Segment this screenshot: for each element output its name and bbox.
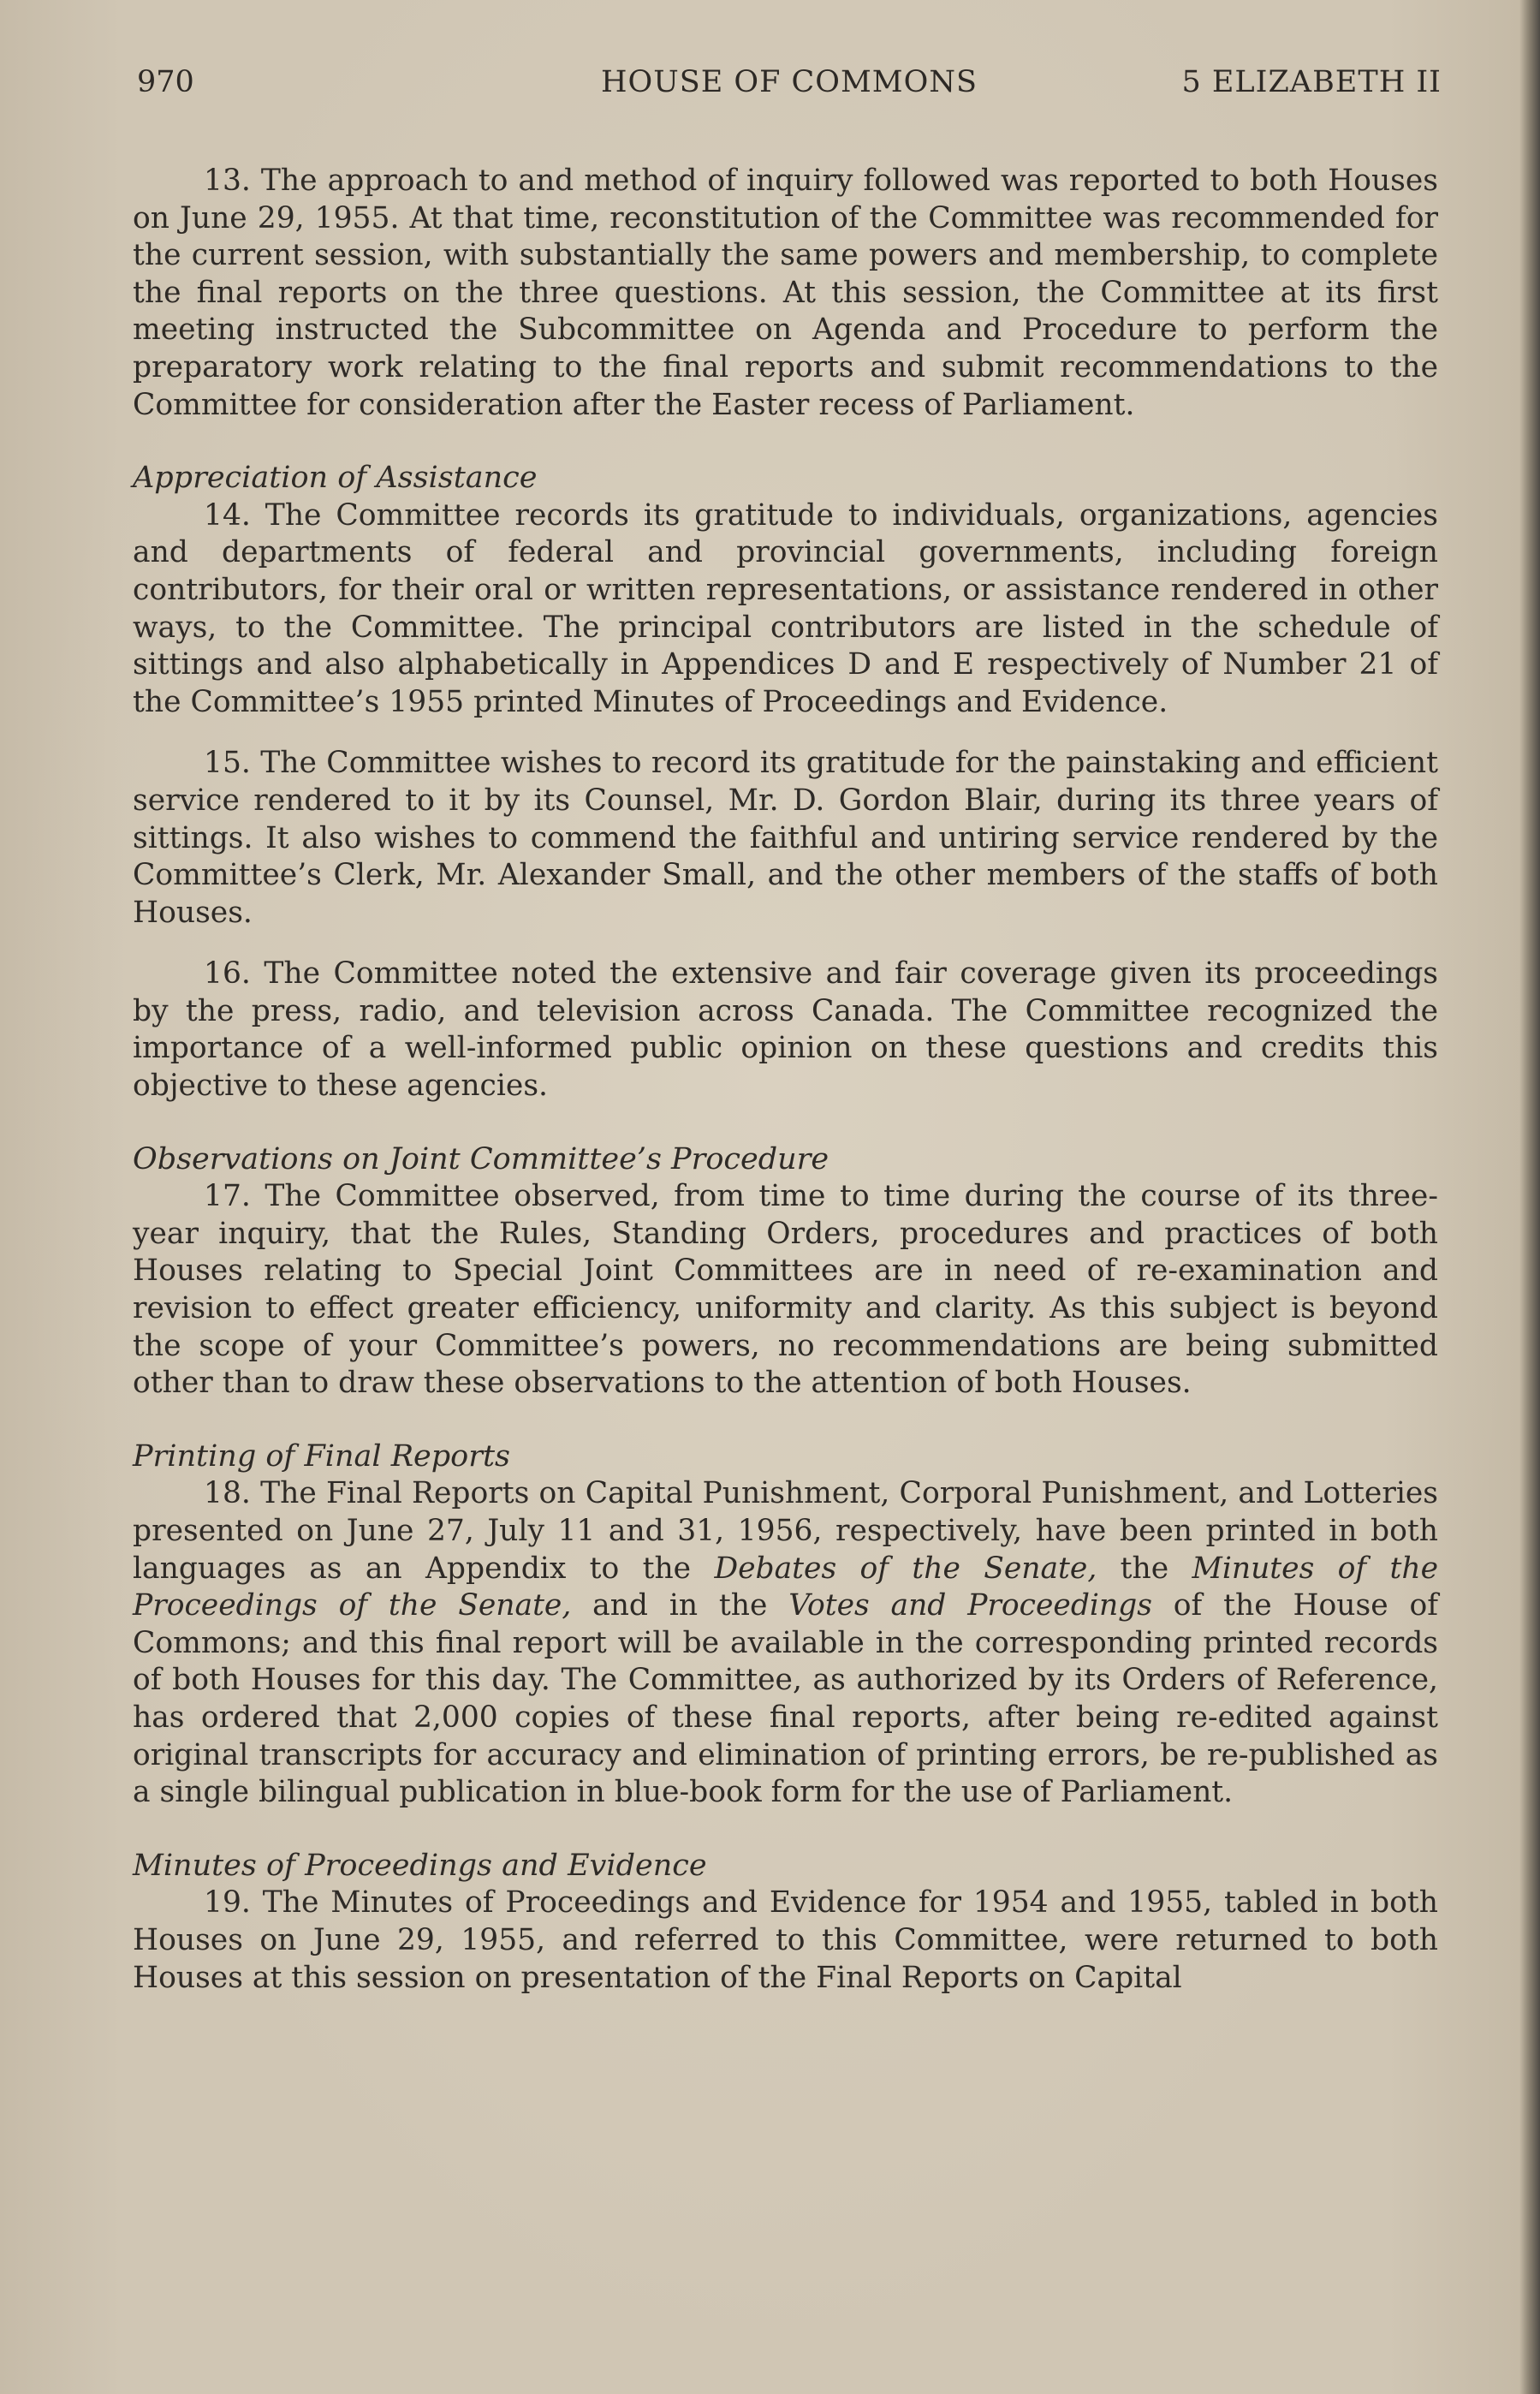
paragraph-16: 16. The Committee noted the extensive and fair coverage given its proceedings by the press, radio, and television across Canada. The Committee recognized the importance of a well-informed public opinion on these questions and credits this objective to these agencies. bbox=[133, 956, 1438, 1104]
heading-printing: Printing of Final Reports bbox=[133, 1438, 511, 1474]
heading-observations: Observations on Joint Committee’s Procedure bbox=[133, 1141, 829, 1176]
paragraph-19: 19. The Minutes of Proceedings and Evidence for 1954 and 1955, tabled in both Houses on June 29, 1955, and referred to this Committee, were returned to both Houses at this session on presentation of the Final Reports on Capital bbox=[133, 1885, 1438, 1995]
header-session: 5 ELIZABETH II bbox=[1181, 65, 1442, 99]
paragraph-15: 15. The Committee wishes to record its gratitude for the painstaking and efficient service rendered to it by its Counsel, Mr. D. Gordon Blair, during its three years of sittings. It also wishes to commend the faithful and untiring service rendered by the Committee’s Clerk, Mr. Alexander Small, and the other members of the staffs of both Houses. bbox=[133, 746, 1438, 930]
heading-minutes: Minutes of Proceedings and Evidence bbox=[133, 1848, 707, 1883]
page-number: 970 bbox=[137, 65, 194, 99]
paragraph-18-text-a: 18. The Final Reports on Capital Punishment, Corporal Punishment, and Lotteries presented on June 27, July 11 and 31, 1956, respectively, have been printed in both languages as an Appendix to the bbox=[133, 1476, 1438, 1586]
header-title: HOUSE OF COMMONS bbox=[601, 65, 978, 99]
title-minutes-of-proceedings-senate: Minutes of the Proceedings of the Senate, bbox=[133, 1551, 1439, 1623]
paragraph-18 bbox=[133, 1475, 1438, 1811]
heading-appreciation: Appreciation of Assistance bbox=[133, 461, 538, 496]
title-votes-and-proceedings: Votes and Proceedings bbox=[788, 1588, 1152, 1623]
running-header bbox=[137, 65, 1442, 108]
paragraph-14: 14. The Committee records its gratitude to individuals, organizations, agencies and departments of federal and provincial governments, including foreign contributors, for their oral or written representations, or assistance rendered in other ways, to the Committee. The principal contributors are listed in the schedule of sittings and also alphabetically in Appendices D and E respectively of Number 21 of the Committee’s 1955 printed Minutes of Proceedings and Evidence. bbox=[133, 497, 1438, 719]
paragraph-18-text-b: the bbox=[1097, 1551, 1192, 1586]
document-body bbox=[133, 163, 1438, 1997]
paragraph-18-text-c: and in the bbox=[571, 1588, 789, 1623]
page-edge bbox=[1519, 0, 1540, 2394]
paragraph-17: 17. The Committee observed, from time to time during the course of its three-year inquiry, that the Rules, Standing Orders, procedures and practices of both Houses relating to Special Joint Committees are in need of re-examination and revision to effect greater efficiency, uniformity and clarity. As this subject is beyond the scope of your Committee’s powers, no recommendations are being submitted other than to draw these observations to the attention of both Houses. bbox=[133, 1179, 1438, 1401]
paragraph-18-text-d: of the House of Commons; and this final report will be available in the corresponding printed records of both Houses for this day. The Committee, as authorized by its Orders of Reference, has ordered that 2,000 copies of these final reports, after being re-edited against original transcripts for accuracy and elimination of printing errors, be re-published as a single bilingual publication in blue-book form for the use of Parliament. bbox=[133, 1588, 1438, 1810]
paragraph-13: 13. The approach to and method of inquiry followed was reported to both Houses on June 29, 1955. At that time, reconstitution of the Committee was recommended for the current session, with substantially the same powers and membership, to complete the final reports on the three questions. At this session, the Committee at its first meeting instructed the Subcommittee on Agenda and Procedure to perform the preparatory work relating to the final reports and submit recommendations to the Committee for consideration after the Easter recess of Parliament. bbox=[133, 164, 1438, 422]
title-debates-of-the-senate: Debates of the Senate, bbox=[714, 1551, 1097, 1586]
